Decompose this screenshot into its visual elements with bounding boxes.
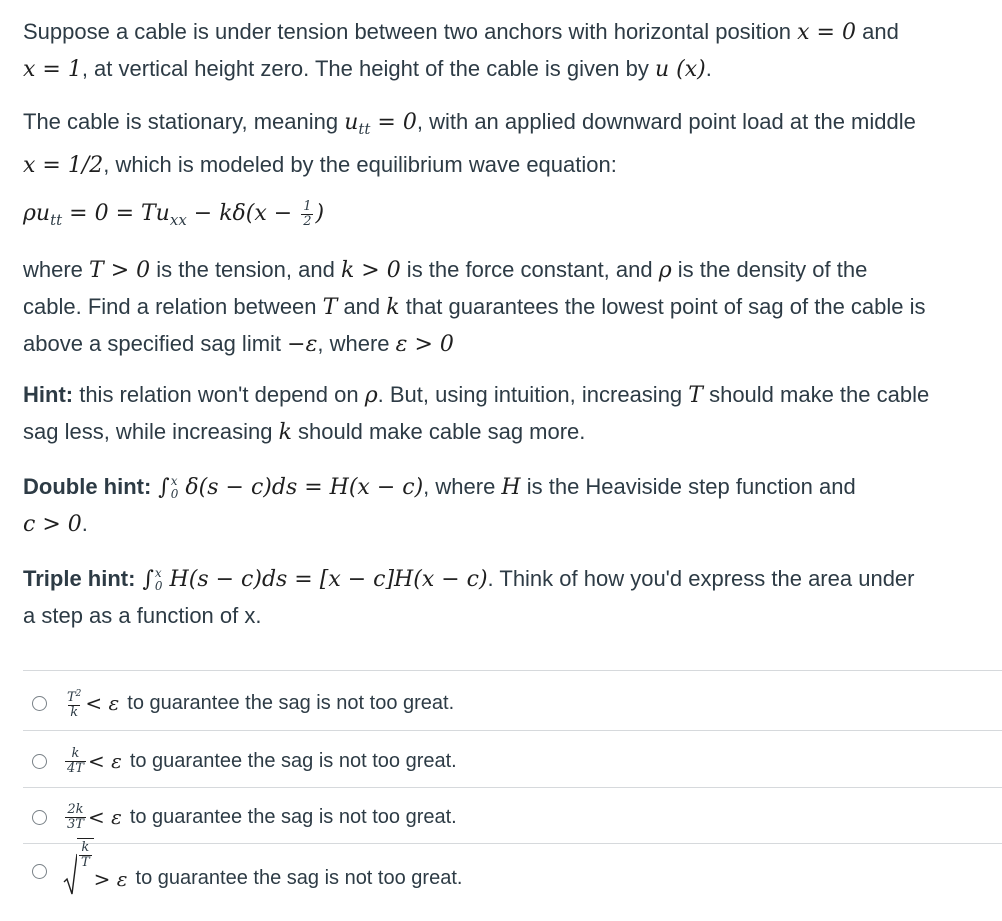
text: where	[23, 257, 90, 282]
math-rho: ρ	[364, 383, 378, 408]
text: Suppose a cable is under tension between two anchors with horizontal position	[23, 19, 798, 44]
text: and	[855, 19, 899, 44]
radicand	[77, 838, 94, 870]
text: that guarantees the lowest point of sag of the cable is	[399, 294, 926, 319]
fraction	[65, 687, 83, 720]
math-k: k > 0	[340, 258, 401, 283]
text: this relation won't depend on	[73, 382, 365, 407]
math-H: H	[501, 475, 521, 500]
option-text: to guarantee the sag is not too great.	[129, 805, 457, 828]
text: , with an applied downward point load at the middle	[416, 109, 916, 134]
math-relation: > ε	[93, 867, 128, 891]
math-neg-eps: −ε	[287, 332, 318, 357]
math-xhalf: x = 1/2	[23, 153, 104, 178]
integral-sign: ∫	[135, 567, 154, 592]
math-expression: δ(s − c)ds = H(x − c)	[178, 475, 424, 500]
radio-button[interactable]	[32, 864, 47, 879]
limit-upper: x	[154, 566, 162, 581]
text: , where	[423, 474, 502, 499]
math-ux: u (x)	[654, 57, 706, 82]
math-relation: < ε	[87, 749, 122, 773]
text: sag less, while increasing	[23, 419, 279, 444]
fraction-half	[301, 200, 313, 229]
fraction-numerator: 1	[303, 198, 312, 214]
text: a step as a function of x.	[23, 603, 262, 628]
limit-lower: 0	[170, 487, 179, 502]
divider	[23, 730, 1002, 731]
math-tail: − kδ(x −	[186, 201, 300, 226]
math-sub-tt: tt	[50, 211, 63, 229]
fraction	[65, 747, 86, 776]
double-hint	[23, 469, 1002, 543]
math-relation: < ε	[87, 805, 122, 829]
math-close: )	[315, 201, 325, 226]
math-u: u	[344, 110, 359, 135]
divider	[23, 670, 1002, 671]
fraction-denominator: k	[70, 704, 79, 720]
text: .	[81, 511, 88, 536]
question-paragraph-3	[23, 252, 1002, 363]
fraction-numerator: k	[71, 745, 80, 761]
text: above a specified sag limit	[23, 331, 288, 356]
fraction	[79, 841, 92, 870]
text: is the density of the	[671, 257, 868, 282]
text: .	[705, 56, 712, 81]
math-eq0: = 0	[370, 110, 417, 135]
radical-sign-icon	[63, 852, 77, 896]
fraction	[65, 803, 86, 832]
math-x0: x = 0	[797, 20, 856, 45]
fraction-numerator: k	[81, 840, 90, 855]
fraction-numerator: 2k	[67, 801, 84, 817]
fraction-numerator: T	[67, 689, 76, 705]
text: should make the cable	[702, 382, 930, 407]
superscript: 2	[75, 688, 82, 699]
fraction-denominator: 3T	[67, 816, 84, 832]
square-root	[63, 840, 94, 896]
integral-sign: ∫	[151, 475, 170, 500]
math-T: T > 0	[89, 258, 151, 283]
divider	[23, 843, 1002, 844]
math-x1: x = 1	[23, 57, 82, 82]
hint	[23, 377, 1002, 451]
equilibrium-equation	[23, 195, 1002, 238]
math-sub-xx: xx	[169, 211, 187, 229]
text: cable. Find a relation between	[23, 294, 323, 319]
math-mid: = 0 = Tu	[62, 201, 170, 226]
triple-hint-label: Triple hint:	[23, 566, 136, 591]
text: , at vertical height zero. The height of the cable is given by	[81, 56, 655, 81]
radio-button[interactable]	[32, 810, 47, 825]
answer-option-2[interactable]	[23, 735, 1002, 787]
text: . But, using intuition, increasing	[377, 382, 689, 407]
limit-lower: 0	[154, 579, 163, 594]
question-paragraph-2	[23, 104, 1002, 184]
math-eps: ε > 0	[395, 332, 454, 357]
math-T: T	[322, 295, 338, 320]
fraction-denominator: 2	[303, 213, 312, 229]
radio-button[interactable]	[32, 696, 47, 711]
answer-option-4[interactable]	[23, 840, 1002, 900]
divider	[23, 787, 1002, 788]
math-rho-u: ρu	[23, 201, 51, 226]
answer-option-3[interactable]	[23, 791, 1002, 843]
fraction-denominator: T	[81, 855, 90, 870]
question-paragraph-1	[23, 14, 1002, 88]
math-k: k	[278, 420, 292, 445]
math-T: T	[688, 383, 703, 408]
math-c: c > 0	[23, 512, 82, 537]
option-text: to guarantee the sag is not too great.	[135, 867, 463, 889]
text: is the Heaviside step function and	[520, 474, 856, 499]
text: , which is modeled by the equilibrium wave equation:	[103, 152, 617, 177]
double-hint-label: Double hint:	[23, 474, 152, 499]
text: The cable is stationary, meaning	[23, 109, 345, 134]
math-relation: < ε	[85, 691, 120, 715]
radio-button[interactable]	[32, 754, 47, 769]
option-text: to guarantee the sag is not too great.	[127, 691, 455, 714]
answer-option-1[interactable]	[23, 677, 1002, 729]
hint-label: Hint:	[23, 382, 74, 407]
math-rho: ρ	[658, 258, 672, 283]
text: , where	[317, 331, 396, 356]
triple-hint	[23, 561, 1002, 634]
math-expression: H(s − c)ds = [x − c]H(x − c)	[162, 567, 488, 592]
text: and	[337, 294, 387, 319]
option-text: to guarantee the sag is not too great.	[129, 749, 457, 772]
integral-limits	[155, 567, 163, 593]
text: should make cable sag more.	[291, 419, 586, 444]
text: . Think of how you'd express the area under	[487, 566, 915, 591]
text: is the tension, and	[150, 257, 341, 282]
limit-upper: x	[170, 474, 178, 489]
fraction-denominator: 4T	[67, 760, 84, 776]
math-k: k	[386, 295, 400, 320]
text: is the force constant, and	[400, 257, 659, 282]
math-sub-tt: tt	[358, 120, 371, 138]
